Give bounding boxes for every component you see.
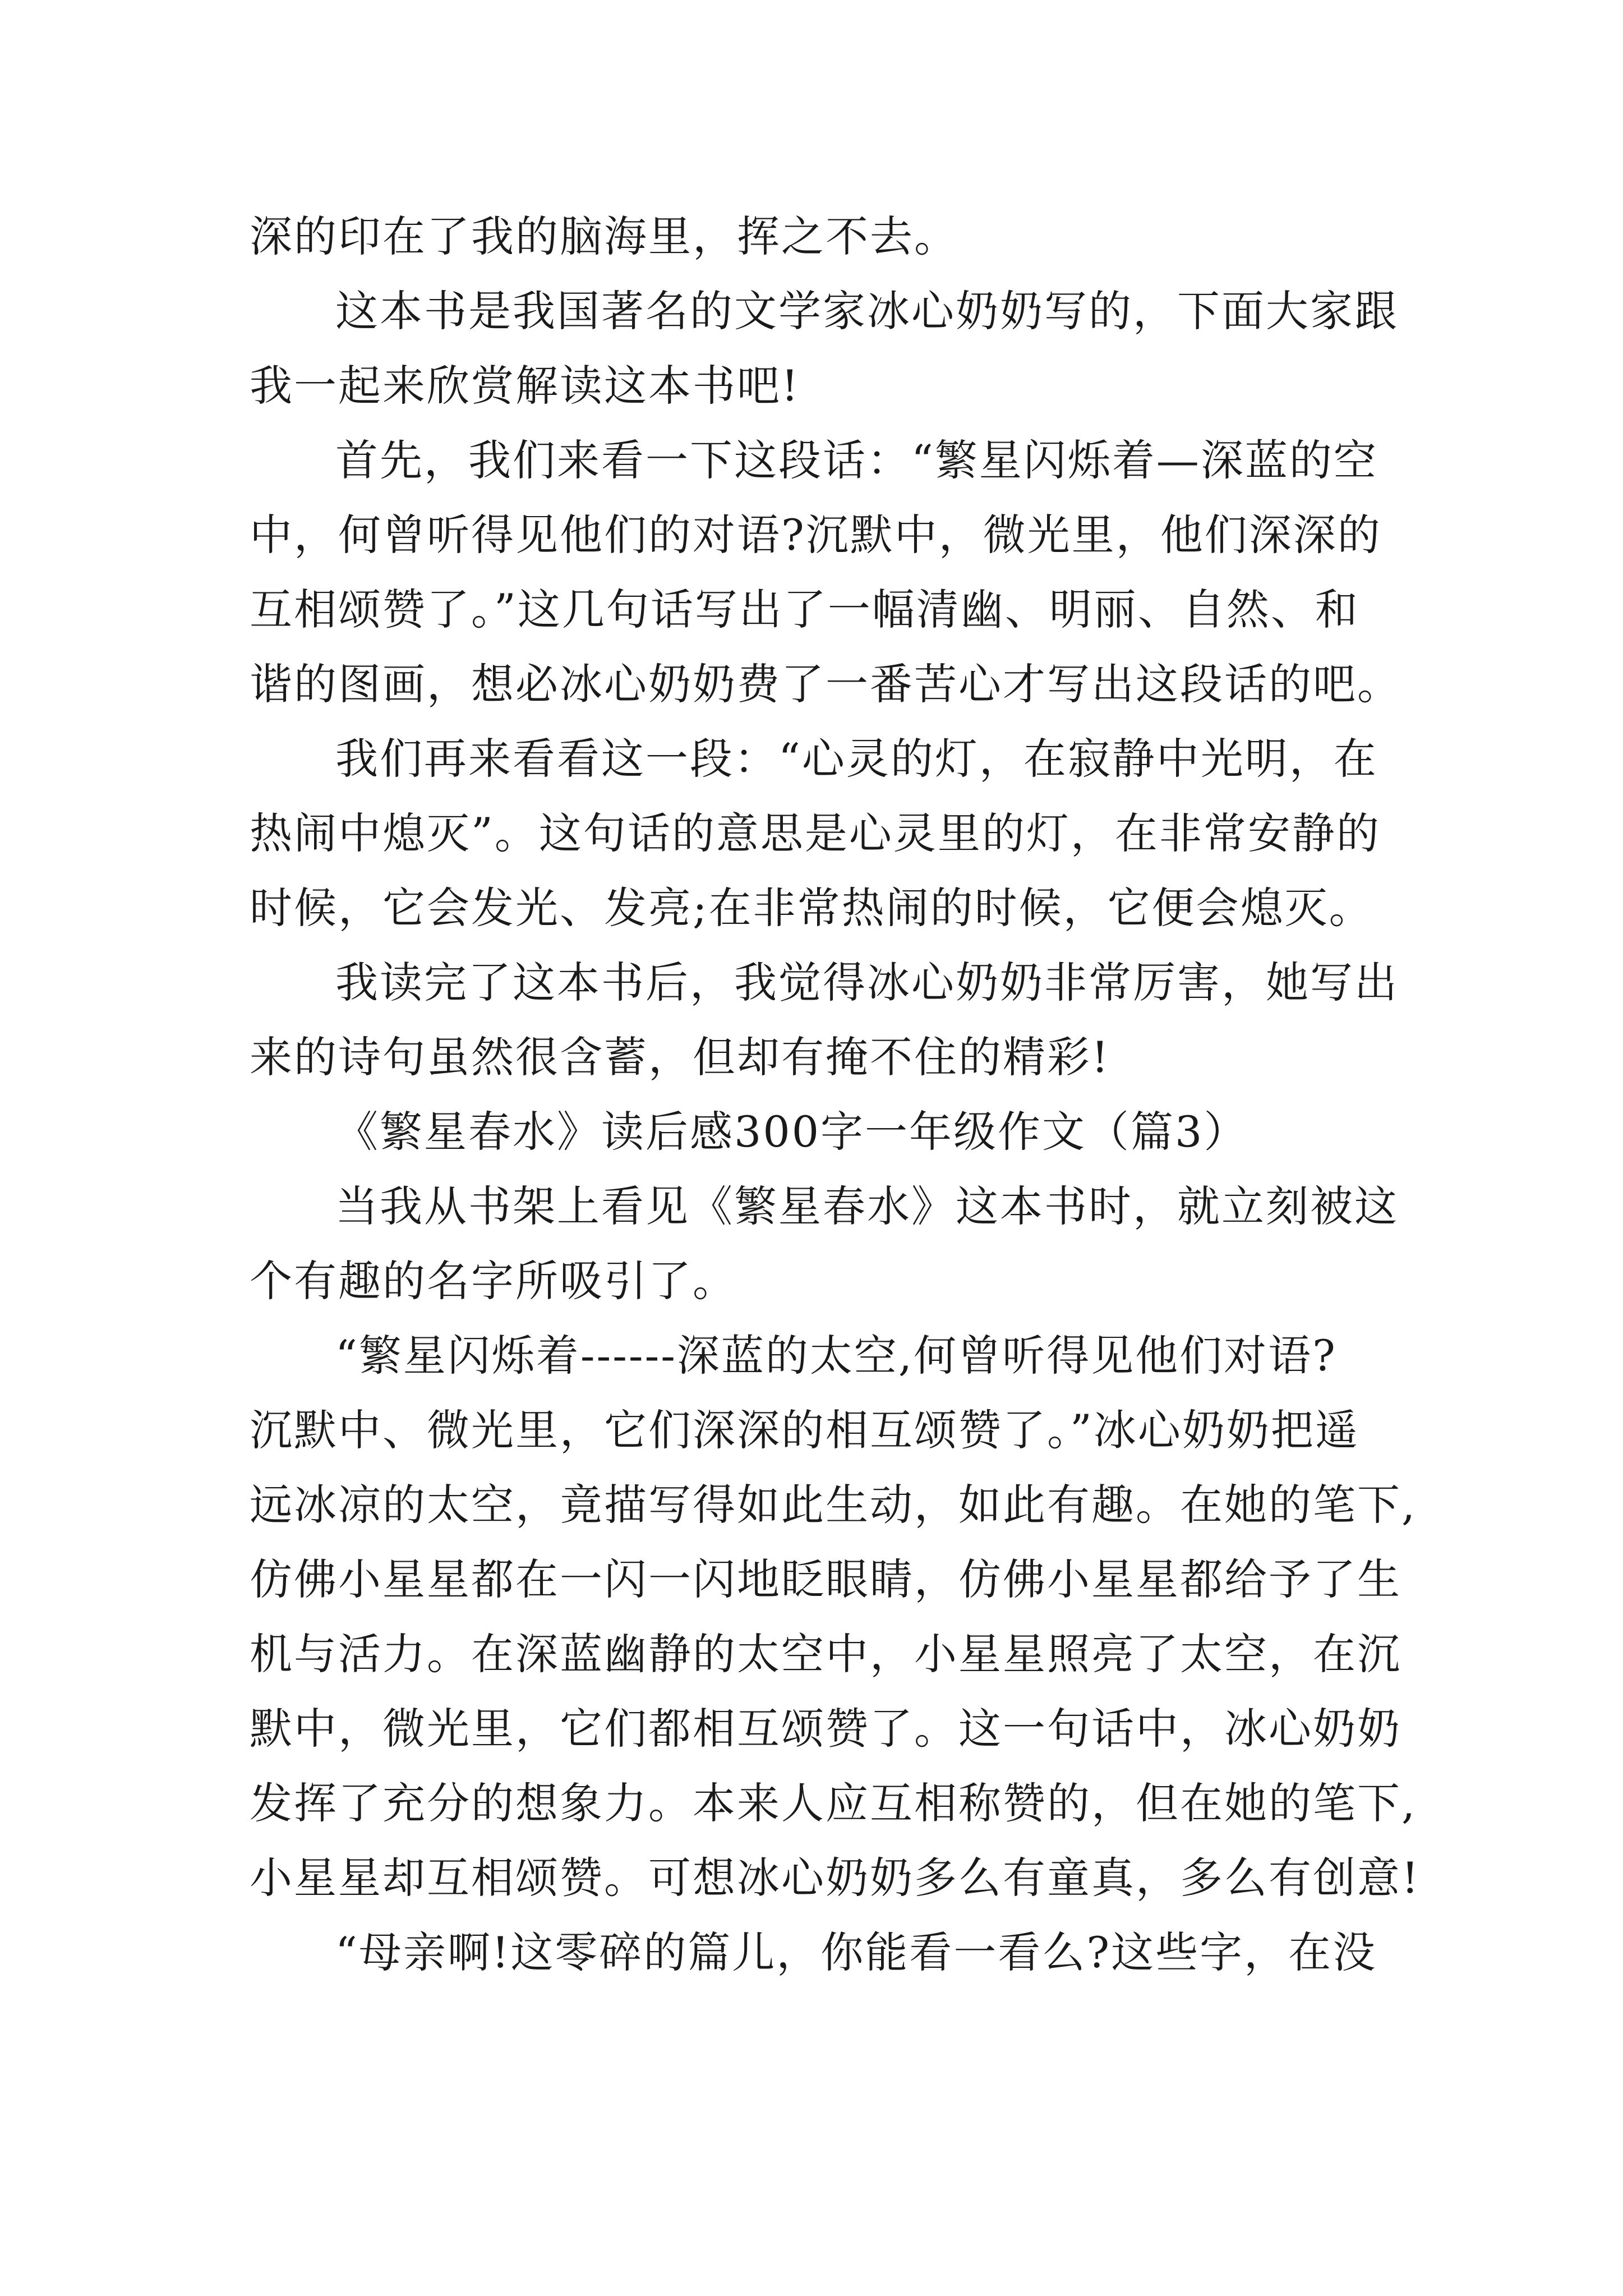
text-line: 个有趣的名字所吸引了。: [250, 1256, 737, 1306]
text-line: “繁星闪烁着------深蓝的太空,何曾听得见他们对语?: [335, 1331, 1337, 1381]
text-line: 我们再来看看这一段：“心灵的灯，在寂静中光明，在: [335, 734, 1378, 784]
section-heading: 《繁星春水》读后感300字一年级作文（篇3）: [335, 1107, 1248, 1157]
text-line: 当我从书架上看见《繁星春水》这本书时，就立刻被这: [335, 1181, 1399, 1231]
text-line: 热闹中熄灭”。这句话的意思是心灵里的灯，在非常安静的: [250, 808, 1381, 858]
text-line: 默中，微光里，它们都相互颂赞了。这一句话中，冰心奶奶: [250, 1704, 1401, 1754]
text-line: 远冰凉的太空，竟描写得如此生动，如此有趣。在她的笔下,: [250, 1480, 1417, 1530]
text-line: 深的印在了我的脑海里，挥之不去。: [250, 211, 958, 261]
text-line: 互相颂赞了。”这几句话写出了一幅清幽、明丽、自然、和: [250, 585, 1359, 634]
text-line: 谐的图画，想必冰心奶奶费了一番苦心才写出这段话的吧。: [250, 659, 1401, 709]
text-line: 发挥了充分的想象力。本来人应互相称赞的，但在她的笔下,: [250, 1778, 1417, 1828]
text-line: 机与活力。在深蓝幽静的太空中，小星星照亮了太空，在沉: [250, 1629, 1401, 1679]
text-line: 这本书是我国著名的文学家冰心奶奶写的，下面大家跟: [335, 286, 1399, 336]
text-line: 小星星却互相颂赞。可想冰心奶奶多么有童真，多么有创意!: [250, 1853, 1421, 1903]
text-line: 我一起来欣赏解读这本书吧!: [250, 361, 800, 411]
text-line: “母亲啊!这零碎的篇儿，你能看一看么?这些字，在没: [335, 1927, 1377, 1977]
text-line: 我读完了这本书后，我觉得冰心奶奶非常厉害，她写出: [335, 958, 1399, 1007]
text-line: 来的诗句虽然很含蓄，但却有掩不住的精彩!: [250, 1032, 1110, 1082]
text-line: 首先，我们来看一下这段话：“繁星闪烁着—深蓝的空: [335, 435, 1378, 485]
text-line: 仿佛小星星都在一闪一闪地眨眼睛，仿佛小星星都给予了生: [250, 1554, 1401, 1604]
document-body: [250, 199, 1421, 1990]
text-line: 时候，它会发光、发亮;在非常热闹的时候，它便会熄灭。: [250, 883, 1373, 933]
text-line: 中，何曾听得见他们的对语?沉默中，微光里，他们深深的: [250, 510, 1382, 560]
text-line: 沉默中、微光里，它们深深的相互颂赞了。”冰心奶奶把遥: [250, 1405, 1359, 1455]
